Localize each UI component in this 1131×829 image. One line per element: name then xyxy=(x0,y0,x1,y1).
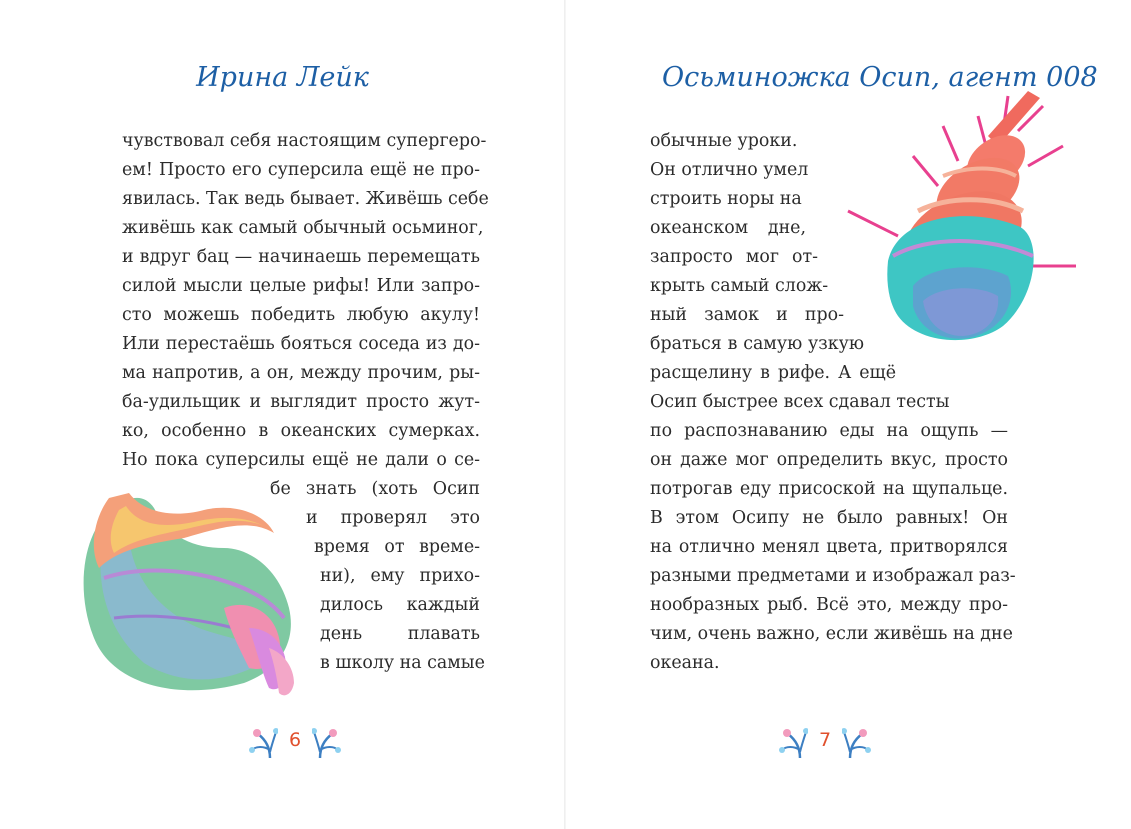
text-line: океанском дне, xyxy=(650,218,806,238)
text-line: день плавать xyxy=(320,624,480,644)
text-line: по распознаванию еды на ощупь — xyxy=(650,421,1008,441)
text-line: ко, особенно в океанских сумерках. xyxy=(122,421,480,441)
text-line: на отлично менял цвета, притворялся xyxy=(650,537,1008,557)
text-line: запросто мог от- xyxy=(650,247,818,267)
text-line: Но пока суперсилы ещё не дали о се- xyxy=(122,450,480,470)
text-line: бе знать (хоть Осип xyxy=(270,479,480,499)
text-line: строить норы на xyxy=(650,189,802,209)
page-number-group xyxy=(778,720,872,760)
page-number: 7 xyxy=(818,729,832,751)
text-line: силой мысли целые рифы! Или запро- xyxy=(122,276,480,296)
text-line: он даже мог определить вкус, просто xyxy=(650,450,1008,470)
spiral-seashell-illustration xyxy=(74,488,300,700)
text-line: браться в самую узкую xyxy=(650,334,864,354)
text-line: ба-удильщик и выглядит просто жут- xyxy=(122,392,480,412)
page-number: 6 xyxy=(288,729,302,751)
text-line: океана. xyxy=(650,653,720,673)
text-line: чим, очень важно, если живёшь на дне xyxy=(650,624,1013,644)
text-line: В этом Осипу не было равных! Он xyxy=(650,508,1008,528)
left-page xyxy=(0,0,565,829)
text-line: и проверял это xyxy=(306,508,480,528)
text-line: чувствовал себя настоящим супергеро- xyxy=(122,131,487,151)
page-number-group xyxy=(248,720,342,760)
text-line: нообразных рыб. Всё это, между про- xyxy=(650,595,1008,615)
text-line: ни), ему прихо- xyxy=(320,566,480,586)
sea-plant-ornament-icon xyxy=(312,720,342,760)
running-head-author: Ирина Лейк xyxy=(196,62,369,93)
text-line: Осип быстрее всех сдавал тесты xyxy=(650,392,950,412)
text-line: Или перестаёшь бояться соседа из до- xyxy=(122,334,480,354)
spiky-conch-shell-illustration xyxy=(828,86,1078,348)
text-line: обычные уроки. xyxy=(650,131,798,151)
text-line: живёшь как самый обычный осьминог, xyxy=(122,218,484,238)
sea-plant-ornament-icon xyxy=(842,720,872,760)
text-line: ный замок и про- xyxy=(650,305,844,325)
text-line: ма напротив, а он, между прочим, ры- xyxy=(122,363,480,383)
text-line: разными предметами и изображал раз- xyxy=(650,566,1016,586)
text-line: потрогав еду присоской на щупальце. xyxy=(650,479,1008,499)
text-line: дилось каждый xyxy=(320,595,480,615)
text-line: ем! Просто его суперсила ещё не про- xyxy=(122,160,480,180)
text-line: время от време- xyxy=(314,537,480,557)
text-line: и вдруг бац — начинаешь перемещать xyxy=(122,247,480,267)
text-line: крыть самый слож- xyxy=(650,276,829,296)
text-line: сто можешь победить любую акулу! xyxy=(122,305,480,325)
sea-plant-ornament-icon xyxy=(778,720,808,760)
text-line: расщелину в рифе. А ещё xyxy=(650,363,896,383)
text-line: явилась. Так ведь бывает. Живёшь себе xyxy=(122,189,489,209)
right-page xyxy=(566,0,1131,829)
sea-plant-ornament-icon xyxy=(248,720,278,760)
text-line: Он отлично умел xyxy=(650,160,809,180)
text-line: в школу на самые xyxy=(320,653,485,673)
running-head-title: Осьминожка Осип, агент 008 xyxy=(662,62,1098,93)
